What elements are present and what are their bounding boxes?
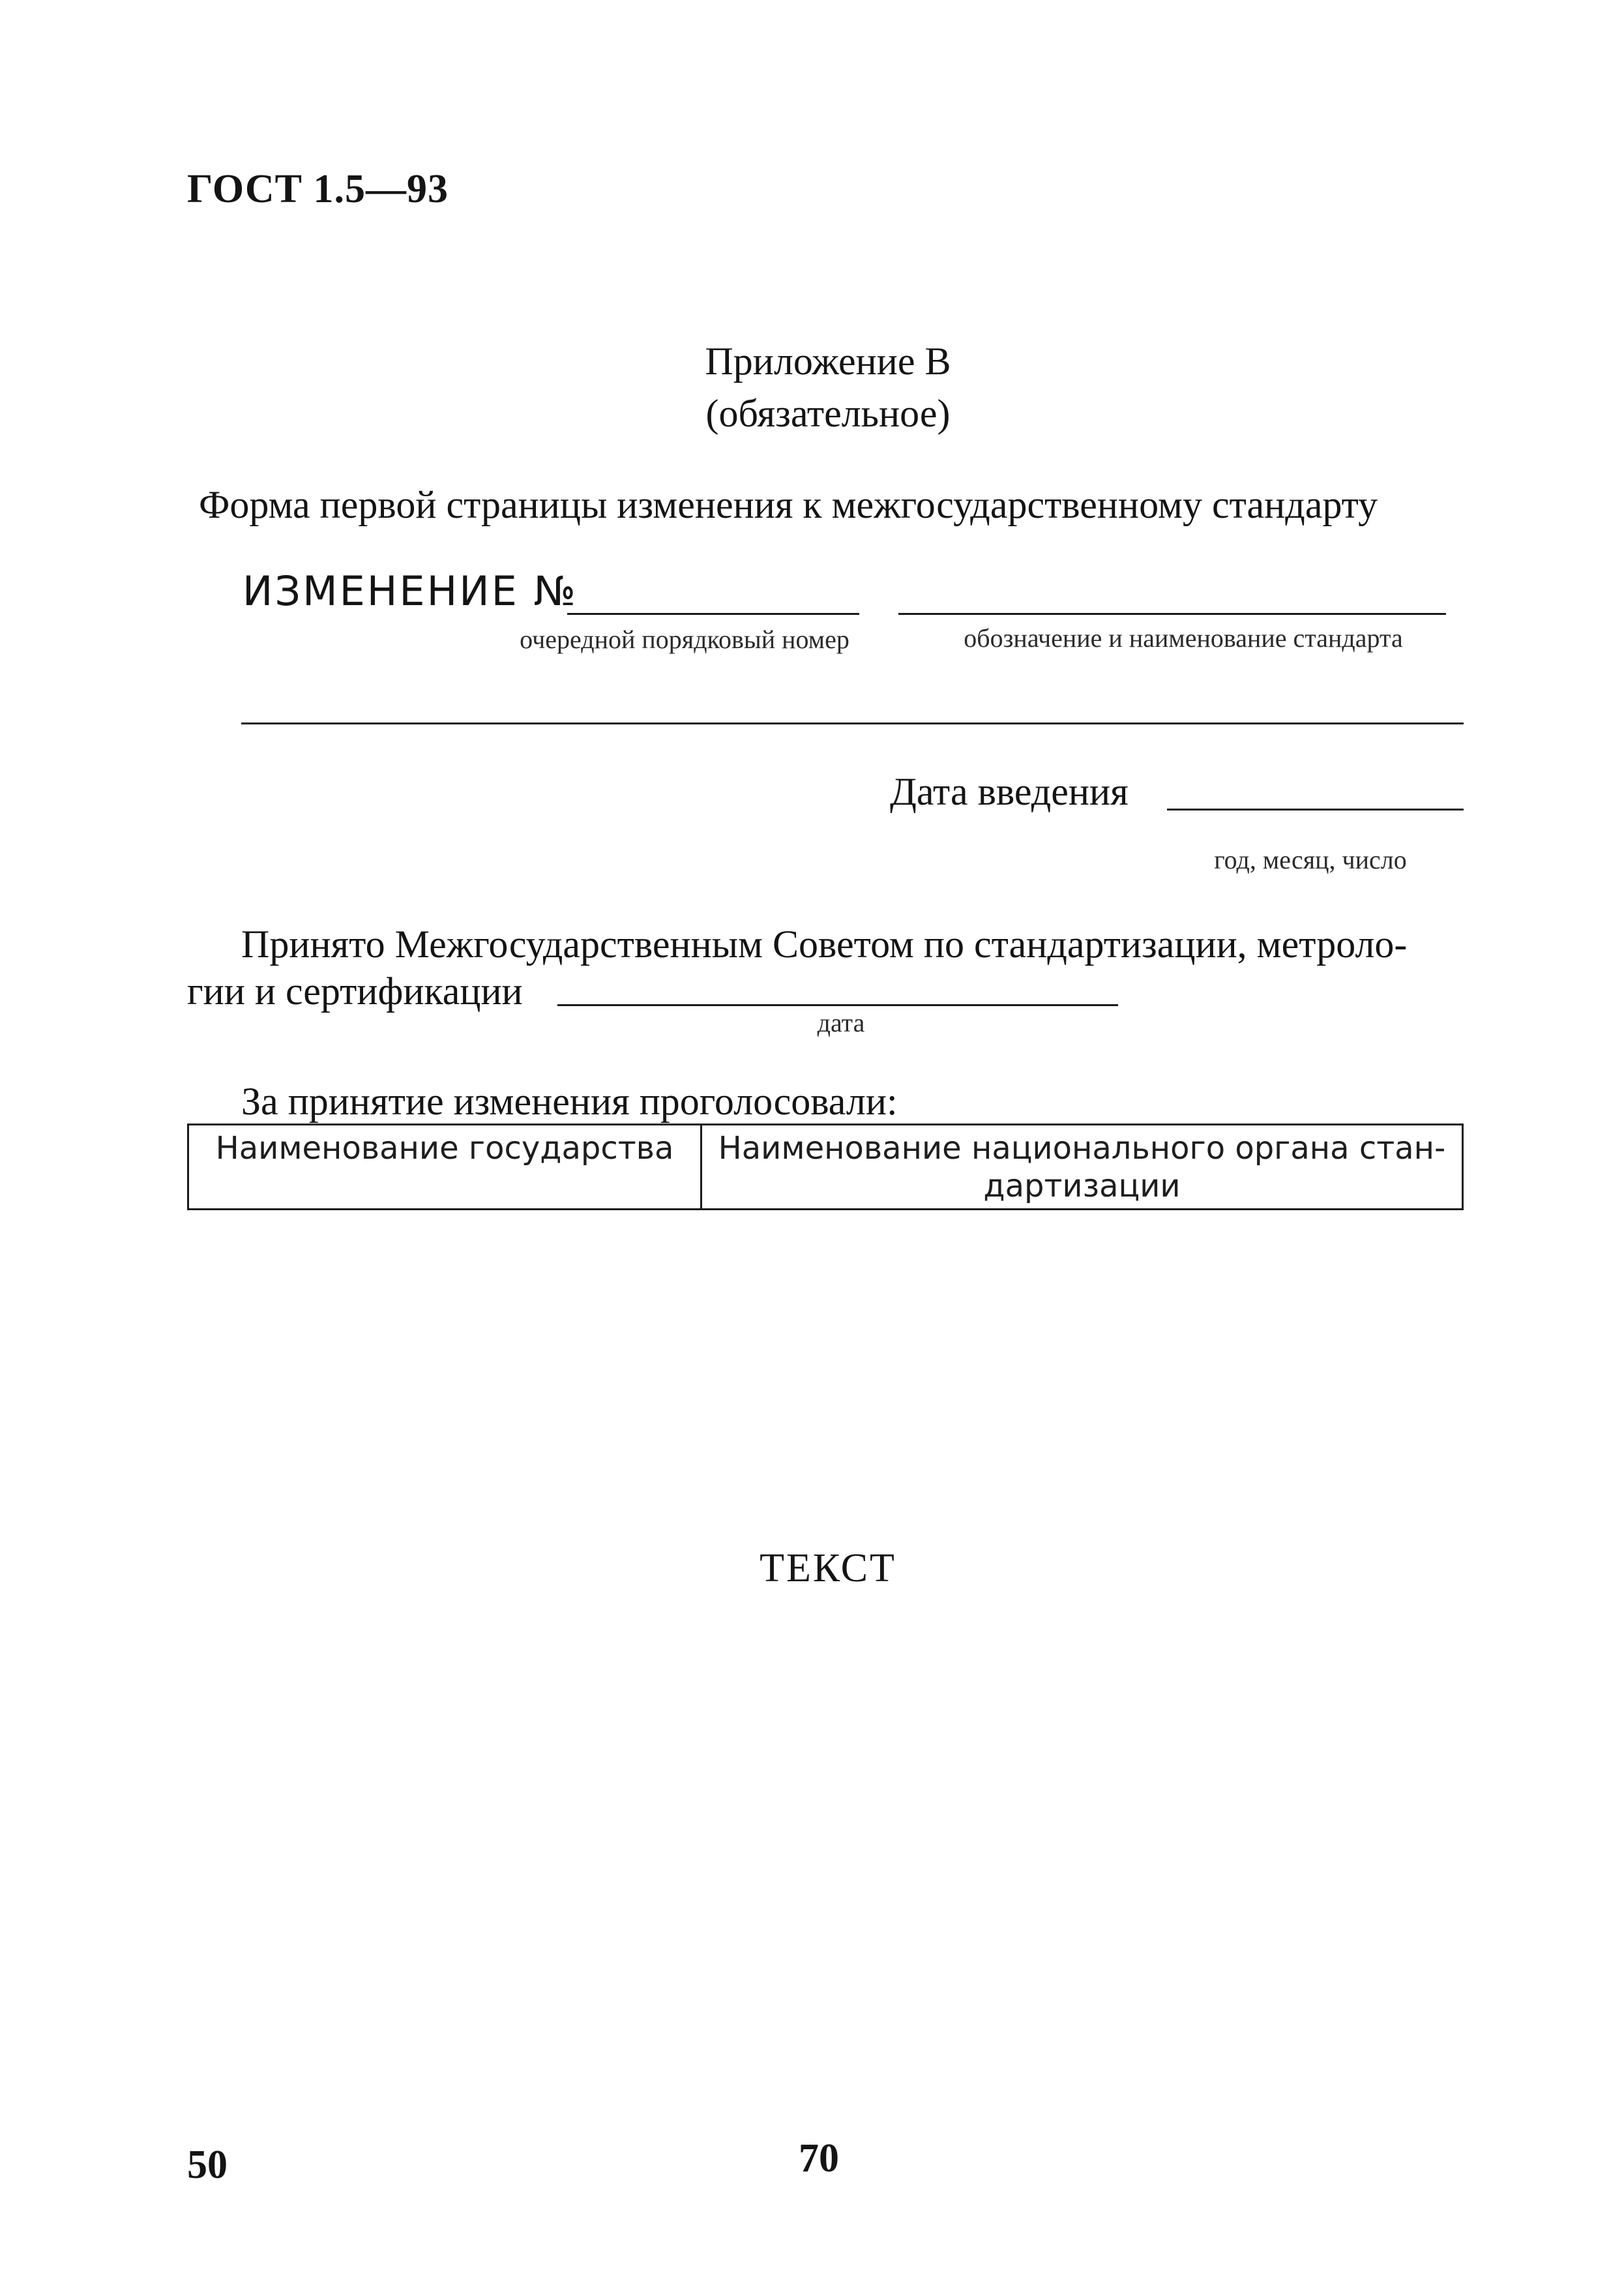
- appendix-title: Приложение В: [705, 340, 951, 383]
- form-title: Форма первой страницы изменения к межгосударственному стандарту: [199, 483, 1378, 526]
- vote-heading: За принятие изменения проголосовали:: [241, 1080, 898, 1123]
- vote-table: [187, 1124, 1464, 1210]
- intro-date-label: Дата введения: [890, 770, 1129, 813]
- body-text-placeholder: ТЕКСТ: [760, 1546, 896, 1590]
- page-number-left: 50: [187, 2143, 228, 2187]
- full-width-blank: [241, 722, 1464, 724]
- standard-designation-hint: обозначение и наименование стандарта: [964, 623, 1403, 653]
- column-header-state: Наименование государства: [188, 1125, 701, 1210]
- vote-table-header-row: [188, 1125, 1463, 1210]
- appendix-status: (обязательное): [705, 392, 951, 435]
- acceptance-text-line2: гии и сертификации: [187, 970, 523, 1013]
- page-number-center: 70: [799, 2136, 839, 2180]
- intro-date-blank: [1167, 809, 1464, 811]
- standard-designation-blank: [898, 613, 1446, 615]
- document-header: ГОСТ 1.5—93: [187, 167, 449, 211]
- acceptance-text-line1: Принято Межгосударственным Советом по стандартизации, метроло-: [241, 923, 1408, 966]
- column-header-national-body: Наименование национального органа стан-дартизации: [701, 1125, 1463, 1210]
- change-number-hint: очередной порядковый номер: [520, 625, 849, 654]
- acceptance-date-blank: [557, 1004, 1118, 1006]
- intro-date-hint: год, месяц, число: [1214, 845, 1407, 874]
- change-number-label: ИЗМЕНЕНИЕ №: [243, 567, 578, 615]
- change-number-blank: [567, 613, 859, 615]
- acceptance-date-hint: дата: [817, 1008, 865, 1037]
